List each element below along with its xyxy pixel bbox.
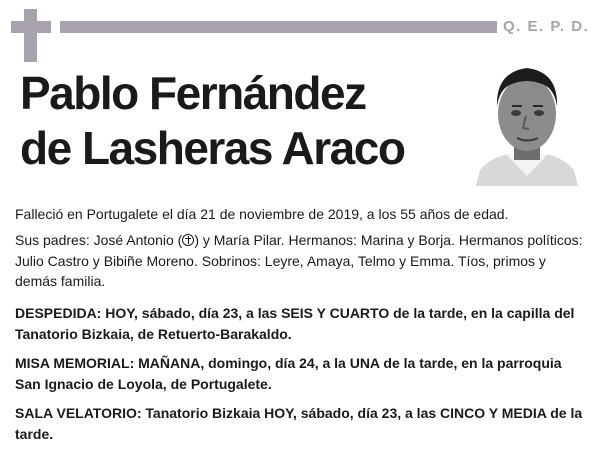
misa-text: MISA MEMORIAL: MAÑANA, domingo, día 24, a la UNA de la tarde, en la parroquia San Ignacio de Loyola, de Portugalete. bbox=[15, 355, 562, 392]
despedida-text: DESPEDIDA: HOY, sábado, día 23, a las SEIS Y CUARTO de la tarde, en la capilla del Tanatorio Bizkaia, de Retuerto-Barakaldo. bbox=[15, 305, 575, 342]
cross-icon-horizontal bbox=[11, 21, 51, 33]
family-suffix: ) y María Pilar. Hermanos: Marina y Borja. Hermanos políticos: Julio Castro y Bibiñe Moreno. Sobrinos: Leyre, Amaya, Telmo y Emma. Tíos, primos y demás familia. bbox=[15, 232, 583, 289]
deceased-name-line2: de Lasheras Araco bbox=[20, 122, 405, 174]
family-prefix: Sus padres: José Antonio ( bbox=[15, 232, 183, 248]
death-notice: Falleció en Portugalete el día 21 de noviembre de 2019, a los 55 años de edad. bbox=[15, 206, 509, 222]
deceased-name-line1: Pablo Fernández bbox=[20, 67, 366, 119]
deceased-name bbox=[20, 66, 460, 176]
family-list bbox=[15, 230, 590, 292]
qepd-label: Q. E. P. D. bbox=[503, 18, 590, 35]
cross-icon-vertical bbox=[24, 9, 37, 62]
deceased-cross-icon bbox=[182, 234, 194, 246]
header-rule bbox=[60, 21, 497, 33]
velatorio-text: SALA VELATORIO: Tanatorio Bizkaia HOY, sábado, día 23, a las CINCO Y MEDIA de la tarde. bbox=[15, 405, 583, 442]
deceased-photo bbox=[476, 58, 578, 186]
